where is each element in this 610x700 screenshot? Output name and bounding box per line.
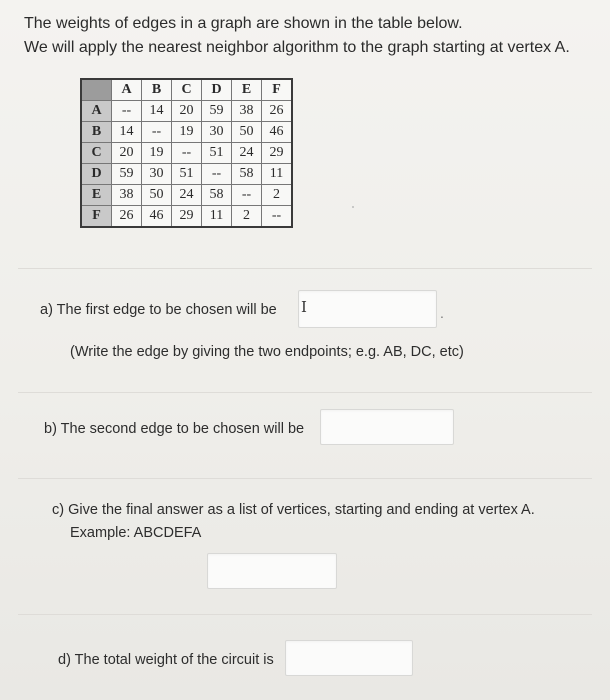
table-cell: 19 <box>142 143 172 164</box>
table-cell: 2 <box>262 185 293 206</box>
row-header: A <box>81 101 112 122</box>
table-cell: 11 <box>262 164 293 185</box>
table-cell: 19 <box>172 122 202 143</box>
table-cell: 38 <box>112 185 142 206</box>
section-divider <box>18 268 592 269</box>
table-cell: 20 <box>112 143 142 164</box>
row-header: B <box>81 122 112 143</box>
edge-weights-table <box>80 78 293 228</box>
row-header: F <box>81 206 112 228</box>
table-cell: -- <box>202 164 232 185</box>
question-b-label: b) The second edge to be chosen will be <box>44 421 305 437</box>
table-cell: 30 <box>142 164 172 185</box>
question-d-label: d) The total weight of the circuit is <box>58 652 274 668</box>
table-cell: 14 <box>112 122 142 143</box>
table-cell: 26 <box>112 206 142 228</box>
question-a-period: . <box>440 305 444 321</box>
table-cell: 29 <box>172 206 202 228</box>
table-cell: 26 <box>262 101 293 122</box>
section-divider <box>18 614 592 615</box>
question-a-answer-input[interactable] <box>298 290 437 328</box>
table-cell: 20 <box>172 101 202 122</box>
table-cell: 24 <box>232 143 262 164</box>
table-cell: 51 <box>172 164 202 185</box>
question-c-hint: Example: ABCDEFA <box>70 525 202 541</box>
table-cell: 46 <box>262 122 293 143</box>
table-cell: 58 <box>232 164 262 185</box>
table-row <box>81 206 292 228</box>
table-cell: 59 <box>112 164 142 185</box>
table-cell: 46 <box>142 206 172 228</box>
question-c-answer-input[interactable] <box>207 553 337 589</box>
table-cell: 30 <box>202 122 232 143</box>
table-cell: -- <box>172 143 202 164</box>
table-cell: 11 <box>202 206 232 228</box>
text-cursor-icon: I <box>301 298 307 316</box>
problem-intro <box>24 12 570 60</box>
table-header-row <box>81 79 292 101</box>
table-cell: -- <box>142 122 172 143</box>
question-d-answer-input[interactable] <box>285 640 413 676</box>
table-cell: 50 <box>232 122 262 143</box>
row-header: D <box>81 164 112 185</box>
table-cell: 58 <box>202 185 232 206</box>
row-header: E <box>81 185 112 206</box>
table-cell: 14 <box>142 101 172 122</box>
table-cell: -- <box>112 101 142 122</box>
column-header: B <box>142 79 172 101</box>
table-row <box>81 185 292 206</box>
stray-dot <box>352 206 354 208</box>
row-header: C <box>81 143 112 164</box>
question-c-label: c) Give the final answer as a list of vertices, starting and ending at vertex A. <box>52 502 535 518</box>
table-corner <box>81 79 112 101</box>
section-divider <box>18 478 592 479</box>
table-cell: -- <box>262 206 293 228</box>
intro-line-2: We will apply the nearest neighbor algorithm to the graph starting at vertex A. <box>24 39 570 56</box>
table-row <box>81 122 292 143</box>
intro-line-1: The weights of edges in a graph are shown in the table below. <box>24 15 463 32</box>
table-cell: 38 <box>232 101 262 122</box>
column-header: C <box>172 79 202 101</box>
table-cell: 2 <box>232 206 262 228</box>
table-cell: 24 <box>172 185 202 206</box>
table-row <box>81 164 292 185</box>
table-cell: -- <box>232 185 262 206</box>
table-cell: 50 <box>142 185 172 206</box>
question-b-answer-input[interactable] <box>320 409 454 445</box>
table-row <box>81 143 292 164</box>
question-a-hint: (Write the edge by giving the two endpoints; e.g. AB, DC, etc) <box>70 344 464 360</box>
question-a-label: a) The first edge to be chosen will be <box>40 302 277 318</box>
column-header: D <box>202 79 232 101</box>
table-cell: 51 <box>202 143 232 164</box>
table-cell: 29 <box>262 143 293 164</box>
column-header: E <box>232 79 262 101</box>
column-header: F <box>262 79 293 101</box>
table-cell: 59 <box>202 101 232 122</box>
column-header: A <box>112 79 142 101</box>
section-divider <box>18 392 592 393</box>
table-row <box>81 101 292 122</box>
